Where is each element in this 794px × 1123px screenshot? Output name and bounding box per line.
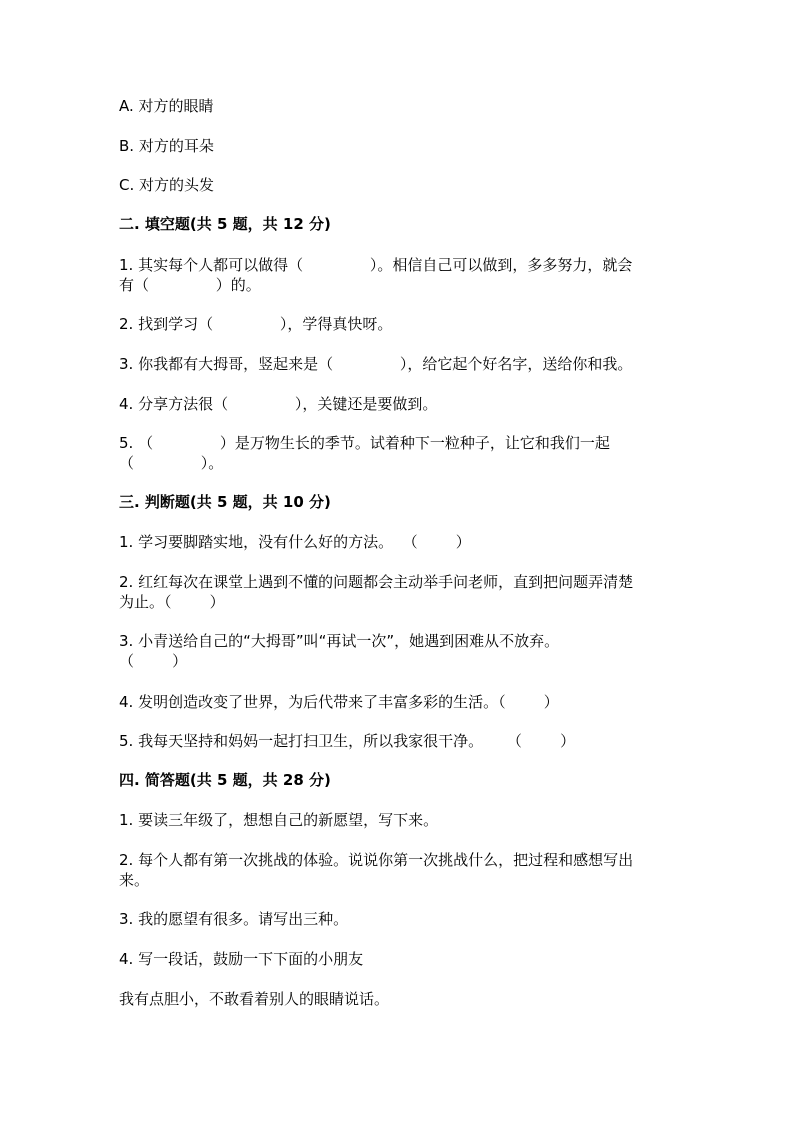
- fill-blank-q5-line1: 5. （ ）是万物生长的季节。试着种下一粒种子，让它和我们一起: [119, 434, 610, 452]
- short-answer-q4: 4. 写一段话，鼓励一下下面的小朋友: [119, 950, 364, 968]
- true-false-q4: 4. 发明创造改变了世界，为后代带来了丰富多彩的生活。（ ）: [119, 693, 559, 711]
- option-a: A. 对方的眼睛: [119, 97, 214, 115]
- short-answer-q1: 1. 要读三年级了，想想自己的新愿望，写下来。: [119, 811, 439, 829]
- true-false-q2-line2: 为止。（ ）: [119, 593, 225, 611]
- section-heading-short-answer: 四. 简答题(共 5 题，共 28 分): [119, 771, 331, 789]
- fill-blank-q1-line1: 1. 其实每个人都可以做得（ ）。相信自己可以做到，多多努力，就会: [119, 256, 633, 274]
- section-heading-fill-blank: 二. 填空题(共 5 题，共 12 分): [119, 215, 331, 233]
- true-false-q2-line1: 2. 红红每次在课堂上遇到不懂的问题都会主动举手问老师，直到把问题弄清楚: [119, 573, 634, 591]
- fill-blank-q4: 4. 分享方法很（ ），关键还是要做到。: [119, 395, 438, 413]
- section-heading-true-false: 三. 判断题(共 5 题，共 10 分): [119, 493, 331, 511]
- short-answer-q3: 3. 我的愿望有很多。请写出三种。: [119, 910, 349, 928]
- short-answer-q4-prompt: 我有点胆小，不敢看着别人的眼睛说话。: [119, 990, 390, 1008]
- option-b: B. 对方的耳朵: [119, 137, 214, 155]
- true-false-q1: 1. 学习要脚踏实地，没有什么好的方法。 （ ）: [119, 533, 471, 551]
- short-answer-q2-line2: 来。: [119, 871, 150, 889]
- fill-blank-q5-line2: （ ）。: [119, 454, 224, 472]
- fill-blank-q3: 3. 你我都有大拇哥，竖起来是（ ），给它起个好名字，送给你和我。: [119, 355, 633, 373]
- fill-blank-q2: 2. 找到学习（ ），学得真快呀。: [119, 315, 393, 333]
- true-false-q3-line2: （ ）: [119, 652, 188, 670]
- option-c: C. 对方的头发: [119, 176, 215, 194]
- short-answer-q2-line1: 2. 每个人都有第一次挑战的体验。说说你第一次挑战什么，把过程和感想写出: [119, 851, 634, 869]
- true-false-q3-line1: 3. 小青送给自己的“大拇哥”叫“再试一次”，她遇到困难从不放弃。: [119, 632, 560, 650]
- fill-blank-q1-line2: 有（ ）的。: [119, 276, 261, 294]
- true-false-q5: 5. 我每天坚持和妈妈一起打扫卫生，所以我家很干净。 （ ）: [119, 732, 576, 750]
